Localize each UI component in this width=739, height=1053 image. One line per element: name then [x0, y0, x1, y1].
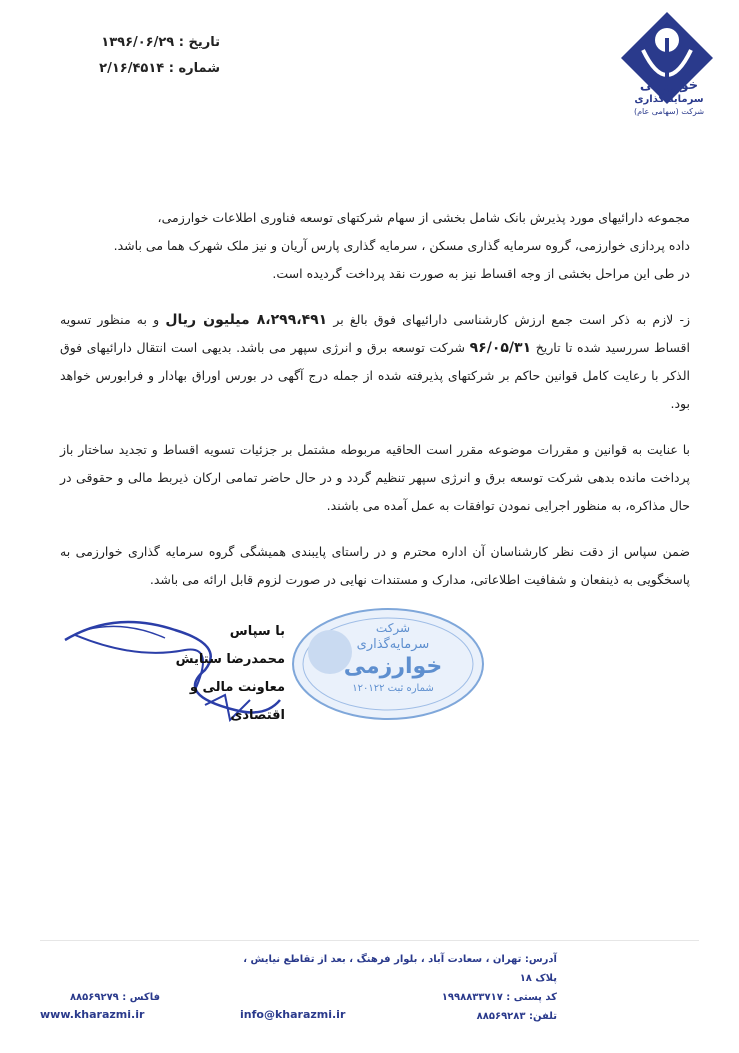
letter-meta — [80, 30, 220, 82]
p2-part-b: و به منظور تسویه اقساط سررسید شده تا تاریخ — [60, 312, 690, 355]
stamp-caption — [318, 620, 468, 697]
footer-postal-code: کد پستی : ۱۹۹۸۸۳۳۷۱۷ — [441, 992, 557, 1003]
logo-subtitle: سرمایه گذاری — [634, 94, 704, 105]
signature-block — [150, 618, 285, 730]
stamp-line-2: سرمایه‌گذاری — [356, 637, 430, 652]
stamp-line-3: خوارزمی — [343, 654, 443, 679]
letter-number: شماره : ۲/۱۶/۴۵۱۴ — [99, 61, 220, 76]
stamp-line-1: شرکت — [375, 621, 411, 635]
paragraph-3: با عنایت به قوانین و مقررات موضوعه مقرر است الحاقیه مربوطه مشتمل بر جزئیات تسویه اقساط و تجدید ساختار باز پرداخت مانده بدهی شرکت توسعه برق و انرژی سپهر تنظیم گردد و در حال حاضر تمامی ارکان ذیربط مالی و حقوقی در حال مذاکره، به منظور اجرایی نمودن توافقات به عمل آمده می باشند. — [60, 442, 690, 513]
paragraph-4: ضمن سپاس از دقت نظر کارشناسان آن اداره محترم و در راستای پایبندی همیشگی گروه سرمایه گذاری خوارزمی به پاسخگویی به ذینفعان و شفافیت اطلاعاتی، مدارک و مستندات نهایی در صورت لزوم قابل ارائه می باشد. — [60, 544, 690, 587]
p2-amount: ۸،۲۹۹،۴۹۱ میلیون ریال — [165, 312, 328, 328]
p2-part-c: شرکت توسعه برق و انرژی سپهر می باشد. بدیهی است انتقال دارائیهای فوق الذکر با رعایت کامل قوانین حاکم بر شرکتهای پذیرفته شده از جمله درج آگهی در بورس اوراق بهادار و فرابورس خواهد بود. — [60, 340, 690, 411]
letter-body — [60, 204, 690, 594]
letter-date: تاریخ : ۱۳۹۶/۰۶/۲۹ — [101, 35, 220, 50]
footer-fax: فاکس : ۸۸۵۶۹۲۷۹ — [69, 992, 160, 1003]
p1-line2: داده پردازی خوارزمی، گروه سرمایه گذاری مسکن ، سرمایه گذاری پارس آریان و نیز ملک شهرک هما می باشد. — [113, 238, 690, 253]
footer-address: آدرس: تهران ، سعادت آباد ، بلوار فرهنگ ، بعد از تقاطع نیایش ، پلاک ۱۸ — [243, 954, 557, 984]
p1-line1: مجموعه دارائیهای مورد پذیرش بانک شامل بخشی از سهام شرکتهای توسعه فناوری اطلاعات خوارزمی، — [157, 210, 690, 225]
footer-phone: تلفن: ۸۸۵۶۹۲۸۳ — [476, 1011, 557, 1022]
p1-line3: در طی این مراحل بخشی از وجه اقساط نیز به صورت نقد پرداخت گردیده است. — [272, 266, 690, 281]
signature-closing: با سپاس — [229, 624, 285, 639]
logo-company-line: شرکت (سهامی عام) — [633, 107, 705, 116]
logo-caption — [609, 78, 729, 117]
paragraph-1 — [60, 204, 690, 288]
paragraph-2 — [60, 306, 690, 418]
stamp-line-4: شماره ثبت ۱۲۰۱۲۲ — [352, 683, 434, 694]
website-link[interactable]: www.kharazmi.ir — [40, 1008, 145, 1021]
signatory-title: معاونت مالی و اقتصادی — [189, 680, 285, 723]
email-link[interactable]: info@kharazmi.ir — [240, 1008, 346, 1021]
logo-name: خوارزمی — [639, 78, 699, 93]
p2-date: ۹۶/۰۵/۳۱ — [469, 340, 532, 356]
p2-part-a: ز- لازم به ذکر است جمع ارزش کارشناسی دارائیهای فوق بالغ بر — [333, 312, 690, 327]
footer-divider — [40, 940, 699, 941]
signatory-name: محمدرضا ستایش — [175, 652, 285, 667]
